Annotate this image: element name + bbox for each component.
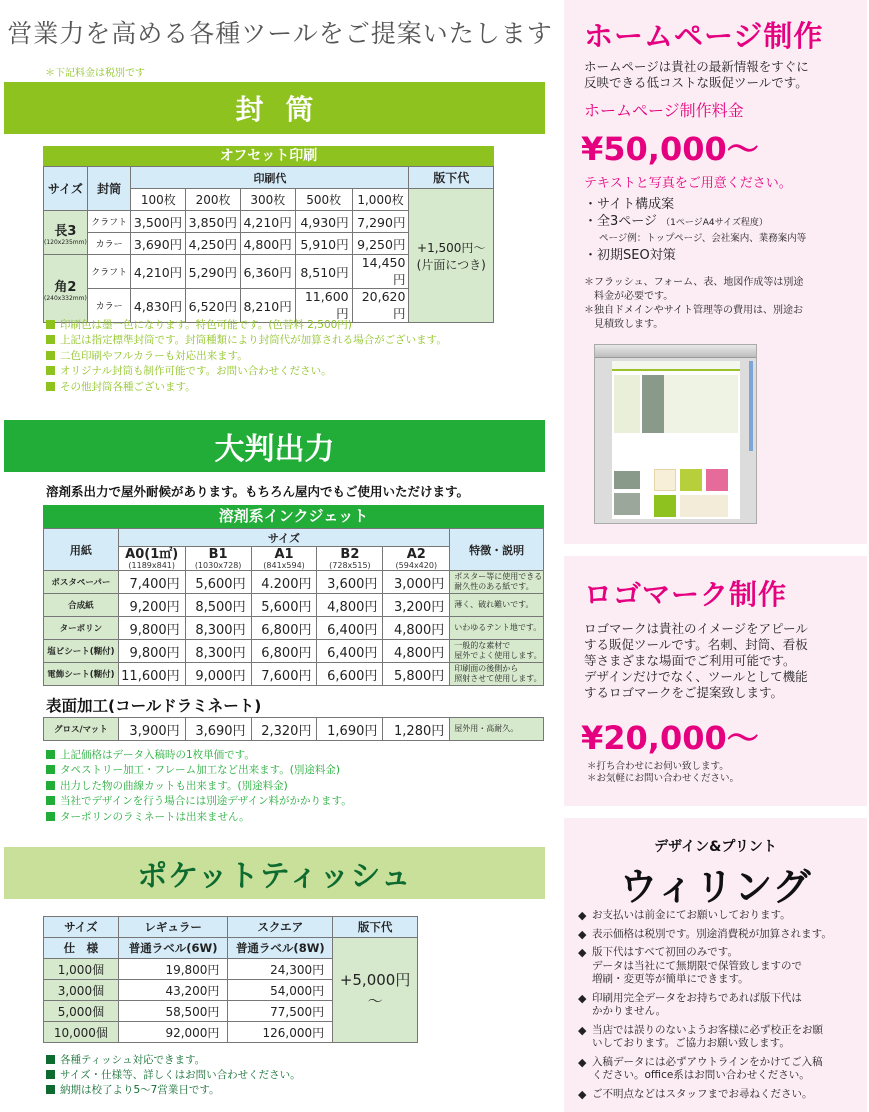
price-cell: 9,800円 <box>118 617 185 640</box>
type-cell: クラフト <box>87 211 131 233</box>
price-cell: 9,000円 <box>185 663 251 686</box>
qty-cell: 5,000個 <box>44 1001 119 1022</box>
size-dims: (120x235mm) <box>44 238 87 246</box>
scrollbar <box>749 361 753 451</box>
square-bullet-icon <box>46 750 55 759</box>
price-cell: 3,200円 <box>383 594 450 617</box>
price-cell: 3,850円 <box>186 211 241 233</box>
size-header: A2 (594x420) <box>383 547 450 571</box>
tissue-banner: ポケットティッシュ <box>4 847 545 899</box>
large-format-table-caption: 溶剤系インクジェット <box>43 505 544 528</box>
note-item: オリジナル封筒も制作可能です。お問い合わせください。 <box>46 364 447 379</box>
description-cell: 屋外用・高耐久。 <box>450 718 544 741</box>
description-cell: 薄く、破れ難いです。 <box>450 594 544 617</box>
price-cell: 3,690円 <box>131 233 186 255</box>
price-cell: 6,400円 <box>317 640 383 663</box>
large-format-banner: 大判出力 <box>4 420 545 472</box>
price-cell: 3,900円 <box>118 718 185 741</box>
size-cell <box>44 211 88 255</box>
diamond-bullet-icon: ◆ <box>578 1023 587 1037</box>
header-paper: 用紙 <box>44 529 119 571</box>
price-cell: 126,000円 <box>228 1022 333 1043</box>
note-item: 出力した物の曲線カットも出来ます。(別途料金) <box>46 779 352 794</box>
website-page-preview <box>612 361 740 519</box>
square-bullet-icon <box>46 1085 55 1094</box>
logo-title: ロゴマーク制作 <box>584 578 788 611</box>
square-bullet-icon <box>46 765 55 774</box>
price-cell: 14,450円 <box>352 255 409 289</box>
square-bullet-icon <box>46 781 55 790</box>
material-cell: グロス/マット <box>44 718 119 741</box>
diamond-bullet-icon: ◆ <box>578 1087 587 1101</box>
note-item: タペストリー加工・フレーム加工など出来ます。(別途料金) <box>46 763 352 778</box>
price-cell: 4,800円 <box>317 594 383 617</box>
plate-price: +1,500円～ <box>417 240 486 255</box>
list-item: ・全3ページ （1ページA4サイズ程度） <box>584 213 768 229</box>
price-cell: 4,210円 <box>240 211 295 233</box>
price-cell: 3,000円 <box>383 571 450 594</box>
header-spec: 仕 様 <box>44 938 119 959</box>
square-bullet-icon <box>46 796 55 805</box>
header-envelope: 封筒 <box>87 167 131 211</box>
price-cell: 77,500円 <box>228 1001 333 1022</box>
price-cell: 8,210円 <box>240 289 295 323</box>
header-plate-cost: 版下代 <box>409 167 494 189</box>
material-cell: 電飾シート(糊付) <box>44 663 119 686</box>
price-cell: 6,600円 <box>317 663 383 686</box>
homepage-prep-note: テキストと写真をご用意ください。 <box>584 176 792 191</box>
shop-notice-list <box>578 909 863 1106</box>
size-cell <box>44 255 88 323</box>
price-cell: 5,290円 <box>186 255 241 289</box>
logo-price: ¥20,000～ <box>581 719 759 757</box>
price-cell: 8,500円 <box>185 594 251 617</box>
note-item: 印刷色は墨一色になります。特色可能です。(色替料 2,500円) <box>46 318 447 333</box>
note-item: 各種ティッシュ対応できます。 <box>46 1053 301 1068</box>
price-cell: 4,210円 <box>131 255 186 289</box>
price-cell: 6,800円 <box>251 617 317 640</box>
note-item: その他封筒各種ございます。 <box>46 380 447 395</box>
price-cell: 5,910円 <box>295 233 352 255</box>
price-cell: 54,000円 <box>228 980 333 1001</box>
header-size: サイズ <box>44 167 88 211</box>
square-bullet-icon <box>46 812 55 821</box>
price-cell: 5,800円 <box>383 663 450 686</box>
price-cell: 11,600円 <box>118 663 185 686</box>
homepage-price: ¥50,000～ <box>581 130 759 168</box>
price-cell: 1,280円 <box>383 718 450 741</box>
price-cell: 5,600円 <box>185 571 251 594</box>
size-header: A1 (841x594) <box>251 547 317 571</box>
price-cell: 9,200円 <box>118 594 185 617</box>
price-cell: 8,300円 <box>185 617 251 640</box>
qty-header: 100枚 <box>131 189 186 211</box>
homepage-title: ホームページ制作 <box>584 19 824 53</box>
price-cell: 92,000円 <box>118 1022 228 1043</box>
diamond-bullet-icon: ◆ <box>578 927 587 941</box>
list-item: ◆ 当店では誤りのないようお客様に必ず校正をお願 いしております。ご協力お願い致します。 <box>578 1023 823 1049</box>
qty-header: 200枚 <box>186 189 241 211</box>
price-cell: 3,500円 <box>131 211 186 233</box>
price-cell: 24,300円 <box>228 959 333 980</box>
envelope-banner: 封筒 <box>4 82 545 134</box>
homepage-fee-label: ホームページ制作料金 <box>584 101 744 120</box>
large-format-price-table <box>43 505 544 686</box>
tax-note: ＊下記料金は税別です <box>45 68 145 79</box>
diamond-bullet-icon: ◆ <box>578 991 587 1005</box>
list-item-example: ページ例：トップページ、会社案内、業務案内等 <box>599 233 807 244</box>
price-cell: 7,600円 <box>251 663 317 686</box>
lamination-title: 表面加工(コールドラミネート) <box>46 697 262 715</box>
header-regular: レギュラー <box>118 917 228 938</box>
price-cell: 3,690円 <box>185 718 251 741</box>
size-name: 角2 <box>54 279 77 295</box>
browser-toolbar <box>595 345 756 358</box>
description-cell: 一般的な素材で 屋外でよく使用します。 <box>450 640 544 663</box>
price-cell: 2,320円 <box>251 718 317 741</box>
tissue-notes <box>46 1053 301 1099</box>
header-size: サイズ <box>118 529 450 547</box>
square-bullet-icon <box>46 335 55 344</box>
square-bullet-icon <box>46 320 55 329</box>
price-cell: 4,830円 <box>131 289 186 323</box>
qty-header: 500枚 <box>295 189 352 211</box>
price-cell: 4.200円 <box>251 571 317 594</box>
price-cell: 9,250円 <box>352 233 409 255</box>
table-row <box>44 718 544 741</box>
size-header: B1 (1030x728) <box>185 547 251 571</box>
diamond-bullet-icon: ◆ <box>578 909 587 922</box>
square-bullet-icon <box>46 366 55 375</box>
large-format-description: 溶剤系出力で屋外耐候があります。もちろん屋内でもご使用いただけます。 <box>46 484 470 499</box>
table-row <box>44 617 544 640</box>
description-cell: ポスター等に使用できる 耐久性のある紙です。 <box>450 571 544 594</box>
plate-cost-cell <box>409 189 494 323</box>
size-header: A0(1㎡) (1189x841) <box>118 547 185 571</box>
plate-note: (片面につき) <box>416 257 486 272</box>
square-bullet-icon <box>46 382 55 391</box>
square-bullet-icon <box>46 1055 55 1064</box>
price-cell: 19,800円 <box>118 959 228 980</box>
square-bullet-icon <box>46 351 55 360</box>
material-cell: 合成紙 <box>44 594 119 617</box>
note-item: 上記価格はデータ入稿時の1枚単価です。 <box>46 748 352 763</box>
price-cell: 6,520円 <box>186 289 241 323</box>
qty-header: 300枚 <box>240 189 295 211</box>
shop-subtitle: デザイン&プリント <box>654 839 777 855</box>
plate-price: +5,000円～ <box>333 938 418 1043</box>
size-header: B2 (728x515) <box>317 547 383 571</box>
price-cell: 8,300円 <box>185 640 251 663</box>
note-item: ターポリンのラミネートは出来ません。 <box>46 810 352 825</box>
type-cell: カラー <box>87 233 131 255</box>
price-cell: 3,600円 <box>317 571 383 594</box>
homepage-fine-print: ＊フラッシュ、フォーム、表、地図作成等は別途 料金が必要です。 ＊独自ドメインやサイト管理等の費用は、別途お 見積致します。 <box>584 277 804 330</box>
homepage-description: ホームページは貴社の最新情報をすぐに 反映できる低コストな販促ツールです。 <box>584 59 809 90</box>
qty-header: 1,000枚 <box>352 189 409 211</box>
list-item: ◆ お支払いは前金にてお願いしております。 <box>578 909 791 922</box>
price-cell: 20,620円 <box>352 289 409 323</box>
price-cell: 4,250円 <box>186 233 241 255</box>
list-item: ◆ ご不明点などはスタッフまでお尋ねください。 <box>578 1087 813 1101</box>
qty-cell: 10,000個 <box>44 1022 119 1043</box>
envelope-table-caption: オフセット印刷 <box>43 146 494 166</box>
logo-description: ロゴマークは貴社のイメージをアピール する販促ツールです。名刺、封筒、看板 等さまざまな場面でご利用可能です。 デザインだけでなく、ツールとして機能 するロゴマークをご提案致します。 <box>584 621 808 700</box>
list-item: ◆ 版下代はすべて初回のみです。 データは当社にて無期限で保管致しますので 増刷・変更等が簡単にできます。 <box>578 946 802 985</box>
square-spec: 普通ラベル(8W) <box>228 938 333 959</box>
note-item: サイズ・仕様等、詳しくはお問い合わせください。 <box>46 1068 301 1083</box>
price-cell: 4,800円 <box>383 640 450 663</box>
size-name: 長3 <box>54 223 77 239</box>
header-square: スクエア <box>228 917 333 938</box>
list-item: ◆ 印刷用完全データをお持ちであれば版下代は かかりません。 <box>578 991 802 1017</box>
envelope-price-table <box>43 146 494 323</box>
price-cell: 7,400円 <box>118 571 185 594</box>
price-cell: 8,510円 <box>295 255 352 289</box>
price-cell: 6,360円 <box>240 255 295 289</box>
envelope-notes <box>46 318 447 395</box>
price-cell: 4,800円 <box>240 233 295 255</box>
diamond-bullet-icon: ◆ <box>578 1055 587 1069</box>
note-item: 上記は指定標準封筒です。封筒種類により封筒代が加算される場合がございます。 <box>46 333 447 348</box>
regular-spec: 普通ラベル(6W) <box>118 938 228 959</box>
logo-fine-print: ＊打ち合わせにお伺い致します。 ＊お気軽にお問い合わせください。 <box>587 761 740 784</box>
note-item: 二色印刷やフルカラーも対応出来ます。 <box>46 349 447 364</box>
price-cell: 1,690円 <box>317 718 383 741</box>
lamination-table <box>43 717 544 741</box>
price-cell: 5,600円 <box>251 594 317 617</box>
note-item: 納期は校了より5～7営業日です。 <box>46 1083 301 1098</box>
price-cell: 58,500円 <box>118 1001 228 1022</box>
square-bullet-icon <box>46 1070 55 1079</box>
size-dims: (240x332mm) <box>44 294 87 302</box>
header-size: サイズ <box>44 917 119 938</box>
price-cell: 43,200円 <box>118 980 228 1001</box>
large-format-notes <box>46 748 352 825</box>
type-cell: カラー <box>87 289 131 323</box>
qty-cell: 3,000個 <box>44 980 119 1001</box>
table-row <box>44 571 544 594</box>
list-item: ◆ 表示価格は税別です。別途消費税が加算されます。 <box>578 927 832 941</box>
qty-cell: 1,000個 <box>44 959 119 980</box>
website-screenshot-image <box>594 344 757 524</box>
price-cell: 6,800円 <box>251 640 317 663</box>
shop-name: ウィリング <box>619 865 812 909</box>
table-row <box>44 640 544 663</box>
price-cell: 7,290円 <box>352 211 409 233</box>
material-cell: ターポリン <box>44 617 119 640</box>
price-cell: 6,400円 <box>317 617 383 640</box>
homepage-feature-list <box>584 197 806 264</box>
price-cell: 11,600円 <box>295 289 352 323</box>
note-item: 当社でデザインを行う場合には別途デザイン料がかかります。 <box>46 794 352 809</box>
list-item: ・初期SEO対策 <box>584 247 676 263</box>
table-row <box>44 663 544 686</box>
material-cell: ポスタペーパー <box>44 571 119 594</box>
list-item: ◆ 入稿データには必ずアウトラインをかけてご入稿 ください。office系はお問い合わせください。 <box>578 1055 823 1081</box>
header-plate: 版下代 <box>333 917 418 938</box>
tissue-price-table <box>43 916 418 1043</box>
type-cell: クラフト <box>87 255 131 289</box>
price-cell: 4,800円 <box>383 617 450 640</box>
list-item: ・サイト構成案 <box>584 197 675 212</box>
diamond-bullet-icon: ◆ <box>578 946 587 959</box>
header-print-cost: 印刷代 <box>131 167 409 189</box>
price-cell: 4,930円 <box>295 211 352 233</box>
table-row <box>44 594 544 617</box>
description-cell: 印刷面の後側から 照射させて使用します。 <box>450 663 544 686</box>
price-cell: 9,800円 <box>118 640 185 663</box>
description-cell: いわゆるテント地です。 <box>450 617 544 640</box>
header-features: 特徴・説明 <box>450 529 544 571</box>
material-cell: 塩ビシート(糊付) <box>44 640 119 663</box>
page-title: 営業力を高める各種ツールをご提案いたします <box>7 19 553 48</box>
